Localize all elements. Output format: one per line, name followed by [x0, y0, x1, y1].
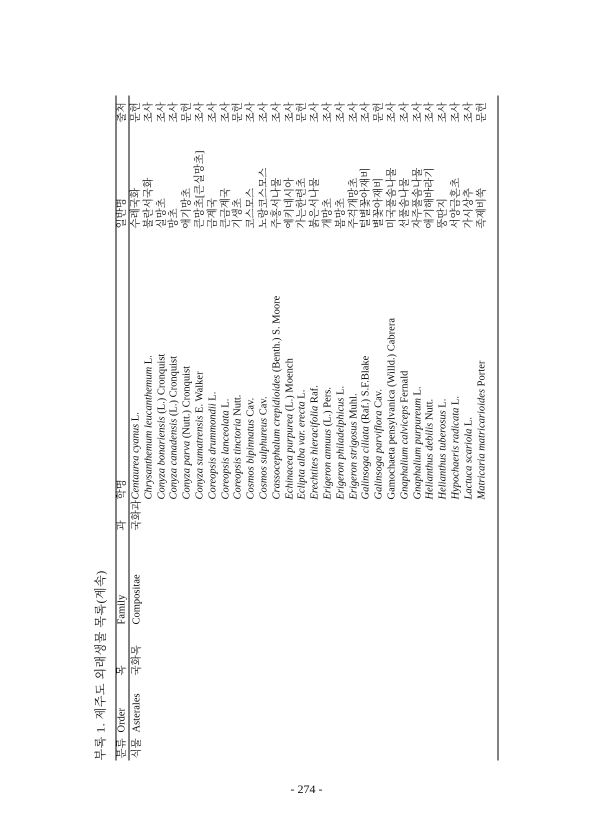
source: 문헌 — [476, 102, 488, 123]
species: matricarioides — [476, 388, 488, 451]
scientific-name — [233, 395, 246, 500]
table-row — [169, 96, 182, 761]
genus: Helianthus — [424, 453, 436, 500]
genus: Helianthus — [437, 453, 449, 500]
common-name: 가시상추 — [463, 187, 475, 229]
scientific-name — [143, 355, 156, 499]
scientific-name — [412, 386, 425, 499]
scientific-name — [182, 366, 195, 500]
scientific-name — [348, 393, 361, 499]
author: (Benth.) S. Moore — [271, 295, 283, 373]
group-gwa: 국화과 — [131, 500, 143, 531]
species: ciliata — [360, 426, 372, 454]
genus: Gnaphalium — [399, 447, 411, 500]
source: 조사 — [271, 102, 283, 123]
table-row — [220, 96, 233, 761]
scientific-name — [246, 398, 259, 500]
scientific-name — [476, 361, 489, 500]
source: 조사 — [156, 102, 168, 123]
common-name: 실망초 — [156, 198, 168, 229]
common-name: 큰망초[큰실망초] — [194, 150, 206, 229]
author: Nutt. — [424, 398, 436, 421]
common-name: 가는한련초 — [296, 177, 308, 229]
scientific-name — [335, 386, 348, 500]
scientific-name — [271, 296, 284, 500]
author: Cav. — [245, 397, 257, 417]
source: 문헌 — [181, 102, 193, 123]
common-name: 코스모스 — [245, 187, 257, 229]
author: E. Walker — [194, 371, 206, 413]
scientific-name — [284, 358, 297, 499]
species: tuberosus — [437, 410, 449, 451]
source: 조사 — [245, 102, 257, 123]
author: L. — [463, 416, 475, 426]
table-row — [182, 96, 195, 761]
source: 조사 — [399, 102, 411, 123]
table-row — [476, 96, 489, 761]
source: 문헌 — [373, 102, 385, 123]
genus: Coreopsis — [207, 457, 219, 500]
genus: Eclipta — [296, 469, 308, 500]
group-family: Compositae — [131, 574, 143, 625]
species: alba var. erecta — [296, 401, 308, 467]
scientific-name — [169, 356, 182, 500]
species: parva — [181, 440, 193, 466]
genus: Conyza — [156, 468, 168, 500]
species: scariola — [463, 428, 475, 464]
author: L. — [437, 398, 449, 408]
species: radicata — [450, 407, 462, 444]
scientific-name — [323, 387, 336, 500]
author: (L.) Cronquist — [156, 353, 168, 414]
author: L. — [220, 398, 232, 408]
species: purpureum — [412, 398, 424, 445]
table-row — [451, 96, 464, 761]
common-name: 개망초 — [322, 198, 334, 229]
common-name: 붉은서나물 — [309, 177, 321, 229]
author: Muhl. — [348, 393, 360, 419]
genus: Erechtites — [309, 457, 321, 500]
common-name: 금계국 — [207, 198, 219, 229]
author: L. — [412, 386, 424, 396]
species: bonariensis — [156, 416, 168, 466]
genus: Centaurea — [130, 455, 142, 500]
genus: Matricaria — [476, 453, 488, 500]
rotated-table-page — [93, 96, 498, 761]
common-name: 미국풀솜나물 — [386, 167, 398, 229]
header-source: 출처 — [116, 102, 128, 123]
scientific-name — [195, 371, 208, 499]
genus: Conyza — [194, 468, 206, 500]
group-bunryu: 식물 — [131, 738, 143, 759]
header-bunryu: 분류 — [116, 738, 128, 759]
scientific-name — [220, 399, 233, 500]
author: (Nutt.) Cronquist — [181, 365, 193, 439]
source: 조사 — [450, 102, 462, 123]
header-mok: 목 — [116, 665, 128, 676]
author: Fernald — [399, 370, 411, 403]
table-row — [310, 96, 323, 761]
table-row — [246, 96, 259, 761]
source: 조사 — [309, 102, 321, 123]
species: hieracifolia — [309, 405, 321, 455]
genus: Hypochaeris — [450, 445, 462, 500]
scientific-name — [156, 354, 169, 500]
table-row — [399, 96, 412, 761]
source: 조사 — [284, 102, 296, 123]
species: debilis — [424, 422, 436, 451]
genus: Erigeron — [348, 461, 360, 500]
table-row — [259, 96, 272, 761]
species: canadensis — [168, 418, 180, 466]
source: 조사 — [194, 102, 206, 123]
table-row — [335, 96, 348, 761]
source: 문헌 — [130, 102, 142, 123]
genus: Echinacea — [284, 455, 296, 500]
table-row — [323, 96, 336, 761]
source: 문헌 — [232, 102, 244, 123]
species: annuus — [322, 429, 334, 460]
author: (Raf.) S.F.Blake — [360, 355, 372, 424]
species: lanceolata — [220, 410, 232, 455]
common-name: 서양금혼초 — [450, 177, 462, 229]
author: L. — [296, 389, 308, 399]
table-row — [233, 96, 246, 761]
table-row — [387, 96, 400, 761]
genus: Lactuca — [463, 465, 475, 500]
scientific-name — [297, 390, 310, 500]
species: philadelphicus — [335, 397, 347, 460]
source: 조사 — [463, 102, 475, 123]
table-header-rule — [129, 96, 130, 761]
source: 조사 — [424, 102, 436, 123]
genus: Coreopsis — [232, 457, 244, 500]
table-row — [156, 96, 169, 761]
scientific-name — [387, 318, 400, 500]
scientific-name — [399, 371, 412, 500]
page-number: - 274 - — [290, 782, 323, 796]
genus: Chrysanthemum — [143, 430, 155, 500]
source: 조사 — [360, 102, 372, 123]
scientific-name — [310, 385, 323, 499]
common-name: 에키네시아 — [284, 177, 296, 229]
genus: Gnaphalium — [412, 447, 424, 500]
common-name: 털별꽃아재비 — [360, 167, 372, 229]
table-row — [361, 96, 374, 761]
table-row — [412, 96, 425, 761]
common-name: 주걱개망초 — [348, 177, 360, 229]
author: Raf. — [309, 385, 321, 404]
table-row — [463, 96, 476, 761]
species: parviflora — [373, 410, 385, 454]
genus: Conyza — [168, 468, 180, 500]
species: sumatrensis — [194, 415, 206, 466]
common-name: 큰금계국 — [220, 187, 232, 229]
species: leucanthemum — [143, 366, 155, 429]
scientific-name — [259, 396, 272, 499]
table-caption: 부록 1. 제주도 외래생물 목록(계속) — [93, 570, 108, 761]
common-name: 노랑코스모스 — [258, 167, 270, 229]
species: calviceps — [399, 405, 411, 445]
author: Cav. — [373, 389, 385, 408]
scientific-name — [361, 356, 374, 500]
scientific-name — [374, 389, 387, 499]
species: bipinnatus — [245, 419, 257, 464]
header-scientific-name: 학명 — [116, 479, 128, 500]
source: 조사 — [143, 102, 155, 123]
group-order: Asterales — [131, 693, 143, 733]
scientific-name — [131, 412, 144, 499]
genus: Galinsoga — [373, 455, 385, 500]
source: 조사 — [207, 102, 219, 123]
table-row — [284, 96, 297, 761]
author: Cav. — [258, 396, 270, 416]
scientific-name-text: Gamochaeta pensylvanica (Willd.) Cabrera — [386, 318, 398, 500]
source: 조사 — [412, 102, 424, 123]
species: purpurea — [284, 413, 296, 453]
common-name: 봄망초 — [335, 198, 347, 229]
scientific-name — [438, 399, 451, 500]
genus: Coreopsis — [220, 457, 232, 500]
scientific-name — [463, 417, 476, 500]
species: tinctoria — [232, 418, 244, 455]
species: strigosus — [348, 421, 360, 460]
table-row — [143, 96, 156, 761]
genus: Erigeron — [335, 461, 347, 500]
common-name: 족제비쑥 — [476, 187, 488, 229]
table-top-rule — [116, 96, 117, 761]
author: L. — [143, 355, 155, 365]
author: Nutt. — [232, 394, 244, 416]
header-gwa: 과 — [116, 520, 128, 531]
species: cyanus — [130, 423, 142, 453]
author: L. — [130, 412, 142, 422]
author: L. — [450, 395, 462, 405]
table-row — [131, 96, 144, 761]
table-row — [297, 96, 310, 761]
common-name: 기생초 — [232, 198, 244, 229]
genus: Galinsoga — [360, 455, 372, 500]
table-row — [271, 96, 284, 761]
common-name: 자주풀솜나물 — [412, 167, 424, 229]
genus: Cosmos — [258, 466, 270, 500]
common-name: 뚱딴지 — [437, 198, 449, 229]
author: Porter — [476, 360, 488, 387]
common-name: 선풀솜나물 — [399, 177, 411, 229]
common-name: 망초 — [168, 208, 180, 229]
common-name: 불란서국화 — [143, 177, 155, 229]
table-row — [374, 96, 387, 761]
scientific-name — [207, 392, 220, 500]
species: crepidioides — [271, 374, 283, 427]
author: L. — [335, 385, 347, 395]
common-name: 애기망초 — [181, 187, 193, 229]
scientific-name — [425, 399, 438, 500]
source: 조사 — [386, 102, 398, 123]
genus: Crassocephalum — [271, 428, 283, 500]
source: 문헌 — [296, 102, 308, 123]
common-name: 별꽃아재비 — [373, 177, 385, 229]
genus: Conyza — [181, 468, 193, 500]
source: 조사 — [258, 102, 270, 123]
author: (L.) Cronquist — [168, 356, 180, 417]
header-common-name: 일반명 — [116, 198, 128, 229]
source: 조사 — [335, 102, 347, 123]
source: 조사 — [220, 102, 232, 123]
species: sulphureus — [258, 417, 270, 464]
table-row — [195, 96, 208, 761]
source: 조사 — [437, 102, 449, 123]
author: (L.) Pers. — [322, 387, 334, 427]
author: (L.) Moench — [284, 358, 296, 412]
scientific-name — [451, 396, 464, 500]
table-bottom-rule — [498, 96, 499, 761]
species: drummondii — [207, 403, 219, 455]
source: 조사 — [322, 102, 334, 123]
source: 조사 — [168, 102, 180, 123]
table-row — [207, 96, 220, 761]
common-name: 애기해바라기 — [424, 167, 436, 229]
table-row — [348, 96, 361, 761]
common-name: 수레국화 — [130, 187, 142, 229]
table-row — [425, 96, 438, 761]
genus: Erigeron — [322, 461, 334, 500]
author: L. — [207, 391, 219, 401]
common-name: 주홍서나물 — [271, 177, 283, 229]
group-mok: 국화목 — [131, 645, 143, 676]
header-order: Order — [116, 708, 128, 733]
source: 조사 — [348, 102, 360, 123]
genus: Cosmos — [245, 466, 257, 500]
header-family: Family — [116, 594, 128, 625]
table-row — [438, 96, 451, 761]
